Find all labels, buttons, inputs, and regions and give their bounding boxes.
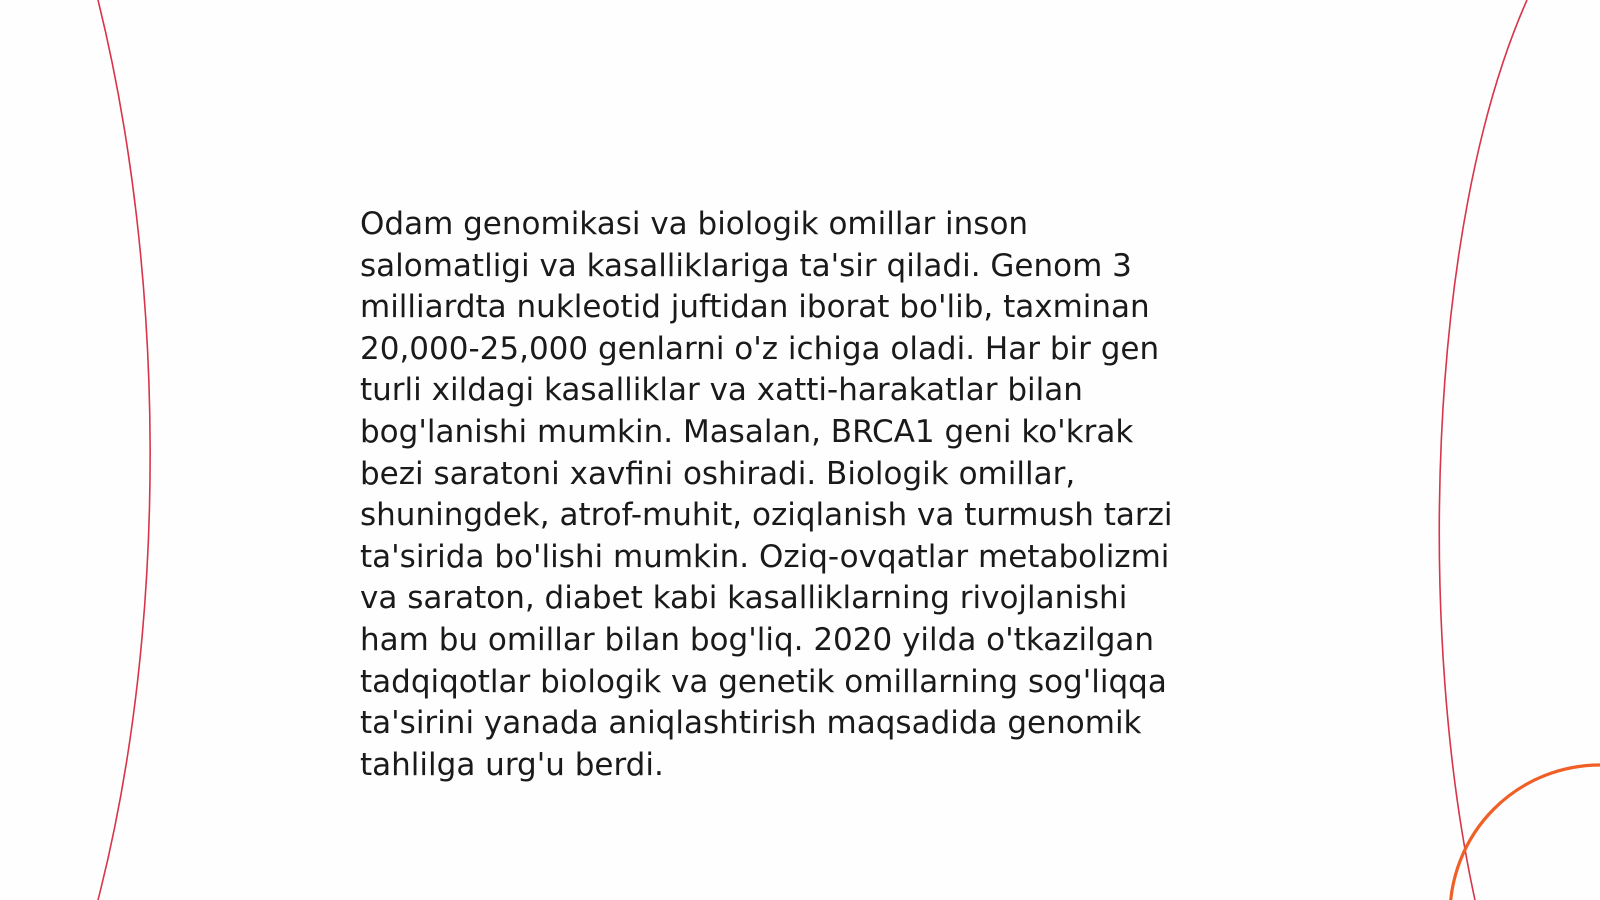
paragraph-line: bog'lanishi mumkin. Masalan, BRCA1 geni ko'krak <box>360 413 1134 450</box>
paragraph-line: Odam genomikasi va biologik omillar inson <box>360 206 1029 242</box>
paragraph-line: salomatligi va kasalliklariga ta'sir qiladi. Genom 3 <box>360 247 1132 284</box>
left-curve-line <box>98 0 150 900</box>
paragraph-line: ham bu omillar bilan bog'liq. 2020 yilda o'tkazilgan <box>360 621 1155 658</box>
paragraph-line: 20,000-25,000 genlarni o'z ichiga oladi. Har bir gen <box>360 330 1160 367</box>
paragraph-line: tadqiqotlar biologik va genetik omillarning sog'liqqa <box>360 663 1167 700</box>
paragraph-line: tahlilga urg'u berdi. <box>360 746 664 783</box>
paragraph-line: shuningdek, atrof-muhit, oziqlanish va turmush tarzi <box>360 497 1173 534</box>
paragraph-line: milliardta nukleotid juftidan iborat bo'lib, taxminan <box>360 289 1150 326</box>
paragraph-line: turli xildagi kasalliklar va xatti-harakatlar bilan <box>360 372 1083 409</box>
orange-circle-arc <box>1450 765 1600 900</box>
slide-paragraph <box>360 204 1240 786</box>
right-curve-line <box>1439 0 1527 900</box>
paragraph-line: va saraton, diabet kabi kasalliklarning rivojlanishi <box>360 580 1128 617</box>
paragraph-line: bezi saratoni xavfini oshiradi. Biologik omillar, <box>360 455 1076 492</box>
paragraph-line: ta'sirida bo'lishi mumkin. Oziq-ovqatlar metabolizmi <box>360 538 1170 575</box>
paragraph-line: ta'sirini yanada aniqlashtirish maqsadida genomik <box>360 705 1142 742</box>
